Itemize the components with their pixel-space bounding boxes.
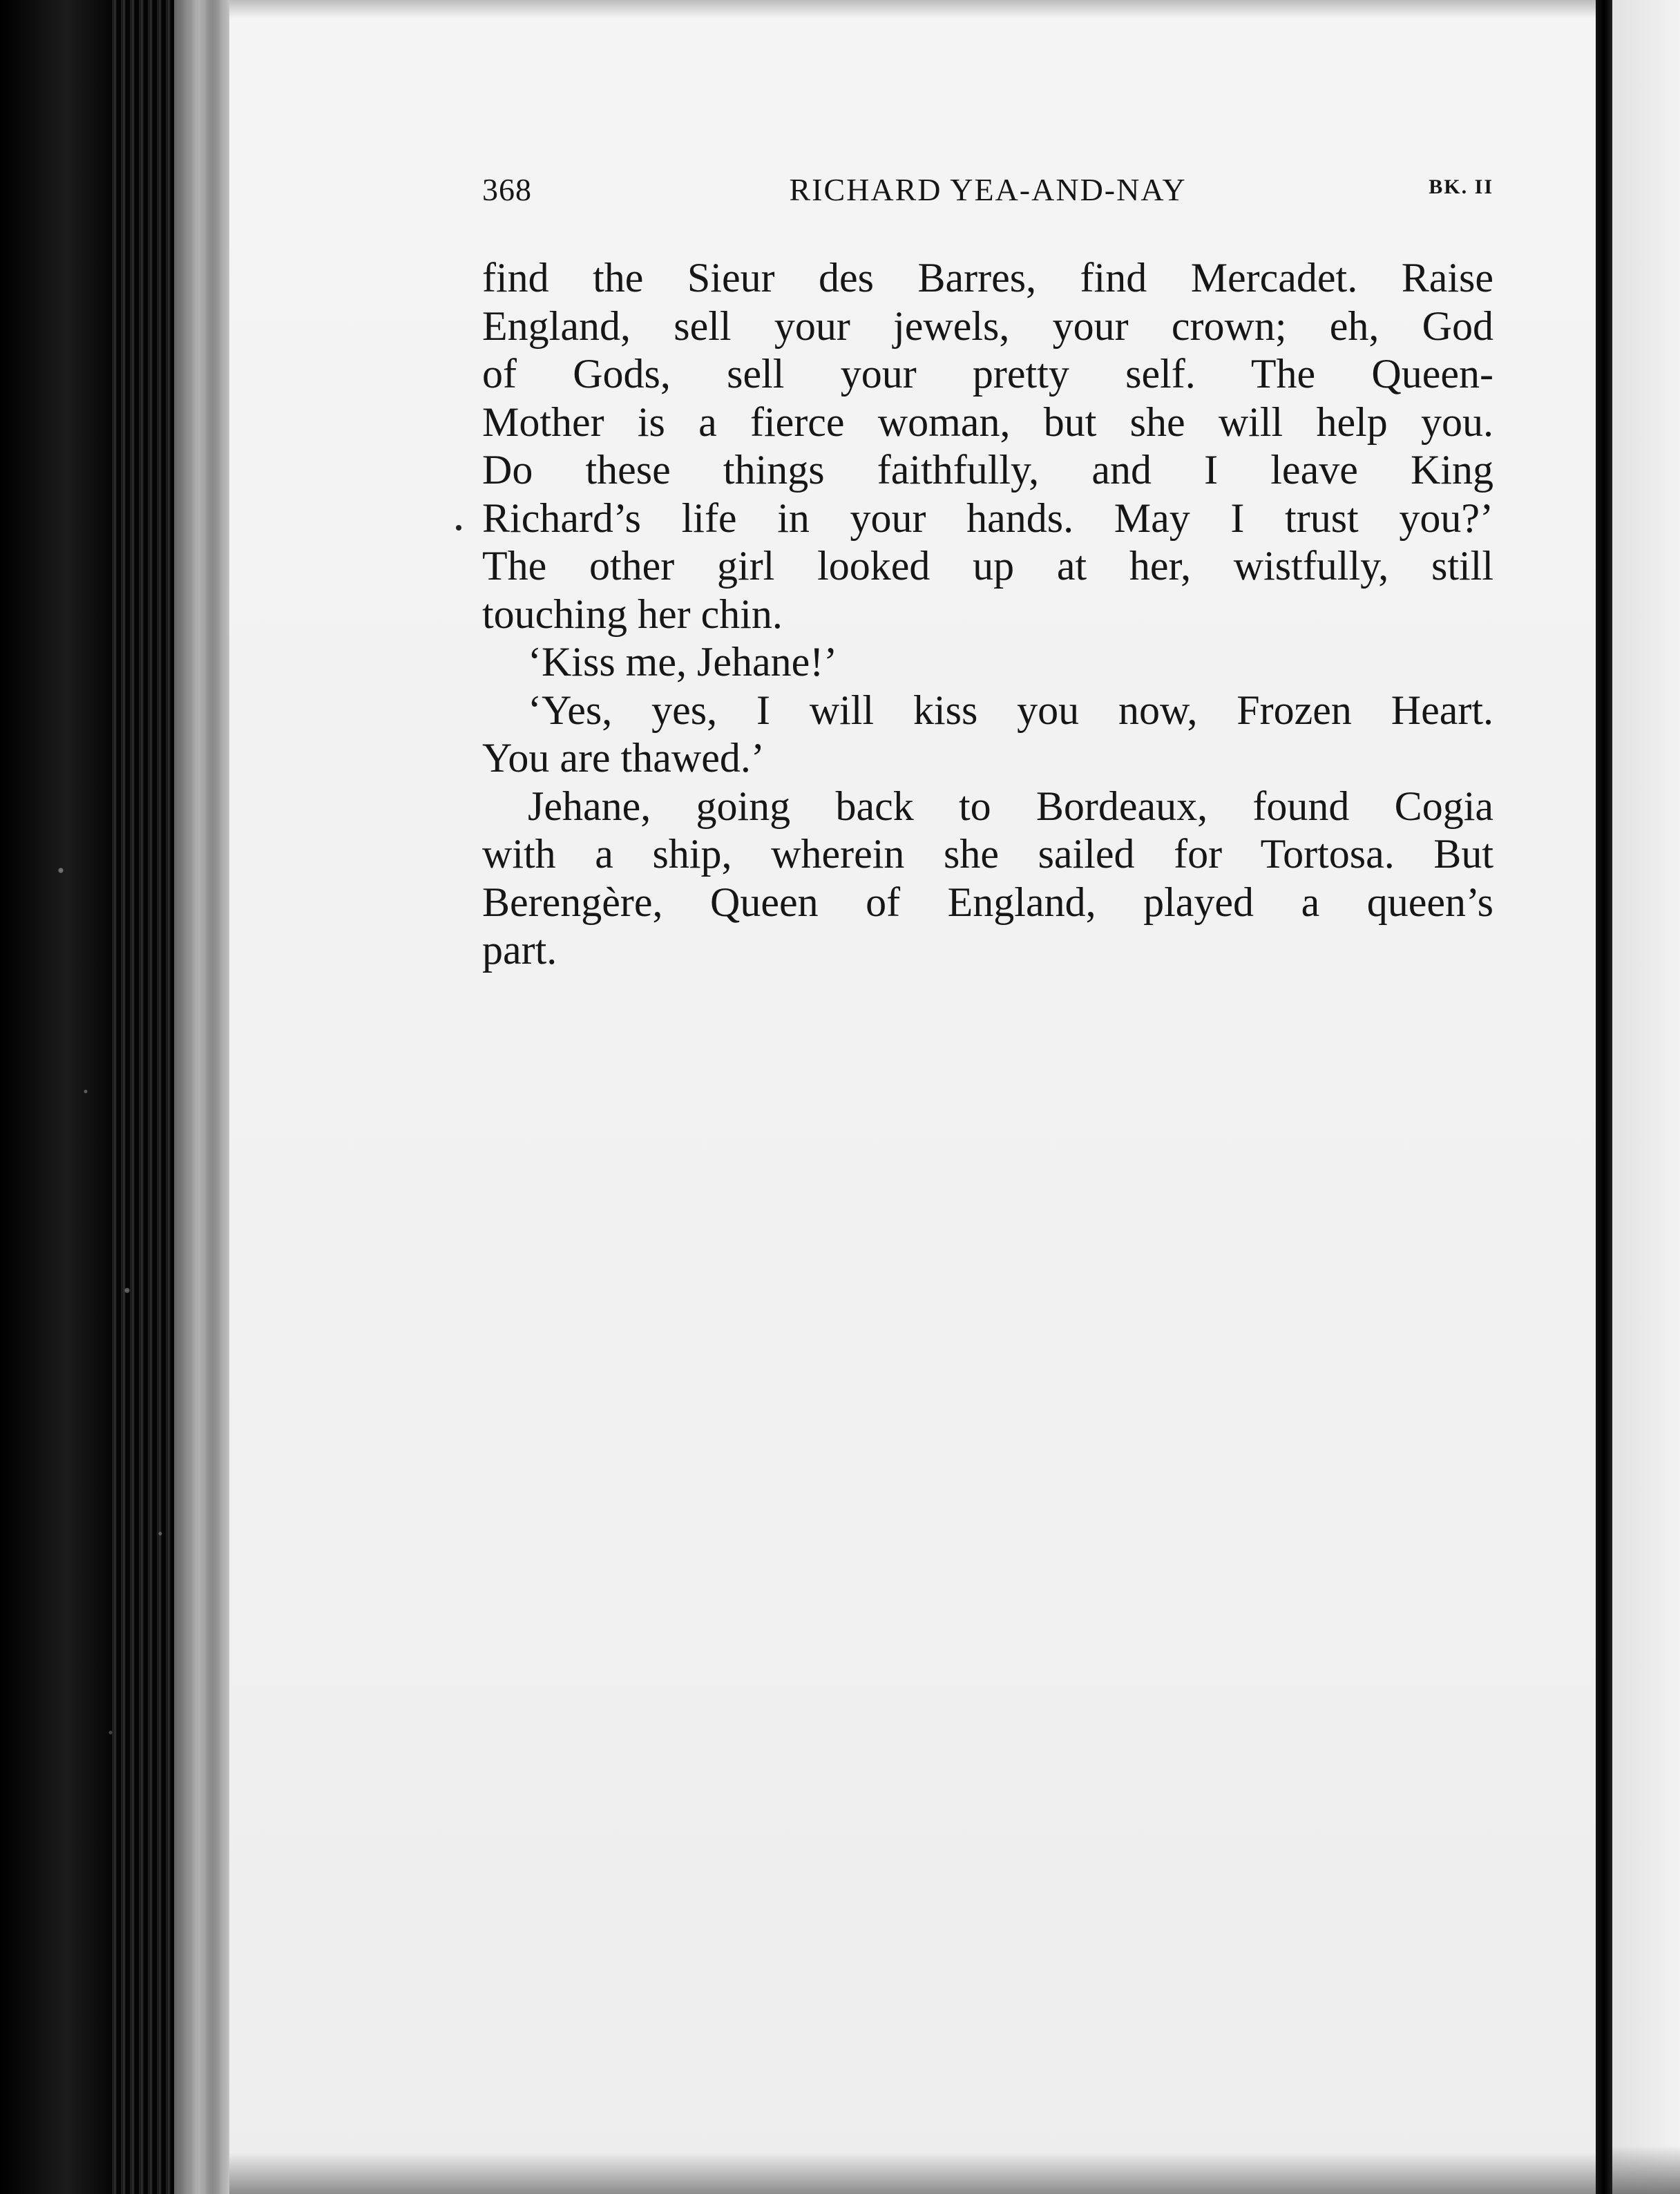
book-number: BK. II [1429,175,1493,198]
text-line: of Gods, sell your pretty self. The Queen- [482,351,1493,397]
text-line: England, sell your jewels, your crown; eh, God [482,303,1493,349]
text-line: Richard’s life in your hands. May I trust you?’ [482,495,1493,541]
facing-page-shadow [1612,2146,1680,2194]
text-line: Mother is a fierce woman, but she will help you. [482,399,1493,445]
text-line: with a ship, wherein she sailed for Tortosa. But [482,831,1493,877]
text-line: Berengère, Queen of England, played a queen’s [482,879,1493,925]
margin-dot [456,525,461,531]
text-block [482,171,1493,975]
facing-page-edge [1612,0,1680,2194]
text-line: You are thawed.’ [482,735,765,781]
text-line: The other girl looked up at her, wistfully, still [482,543,1493,589]
page-top-shadow [229,0,1596,18]
text-line: part. [482,927,557,973]
page-block-edge [0,0,235,2194]
paper-damage-speckle [28,760,193,1865]
body-text [482,254,1493,975]
text-line: Jehane, going back to Bordeaux, found Cogia [528,783,1493,829]
running-head [482,171,1493,213]
text-line: ‘Kiss me, Jehane!’ [528,639,838,685]
text-line: ‘Yes, yes, I will kiss you now, Frozen Heart. [528,687,1493,733]
page-number: 368 [482,172,532,207]
page-gutter [1596,0,1612,2194]
running-title: RICHARD YEA-AND-NAY [789,172,1187,207]
text-line: find the Sieur des Barres, find Mercadet. Raise [482,255,1493,301]
page-bottom-shadow [229,2153,1596,2194]
text-line: touching her chin. [482,591,783,637]
text-line: Do these things faithfully, and I leave King [482,447,1493,493]
